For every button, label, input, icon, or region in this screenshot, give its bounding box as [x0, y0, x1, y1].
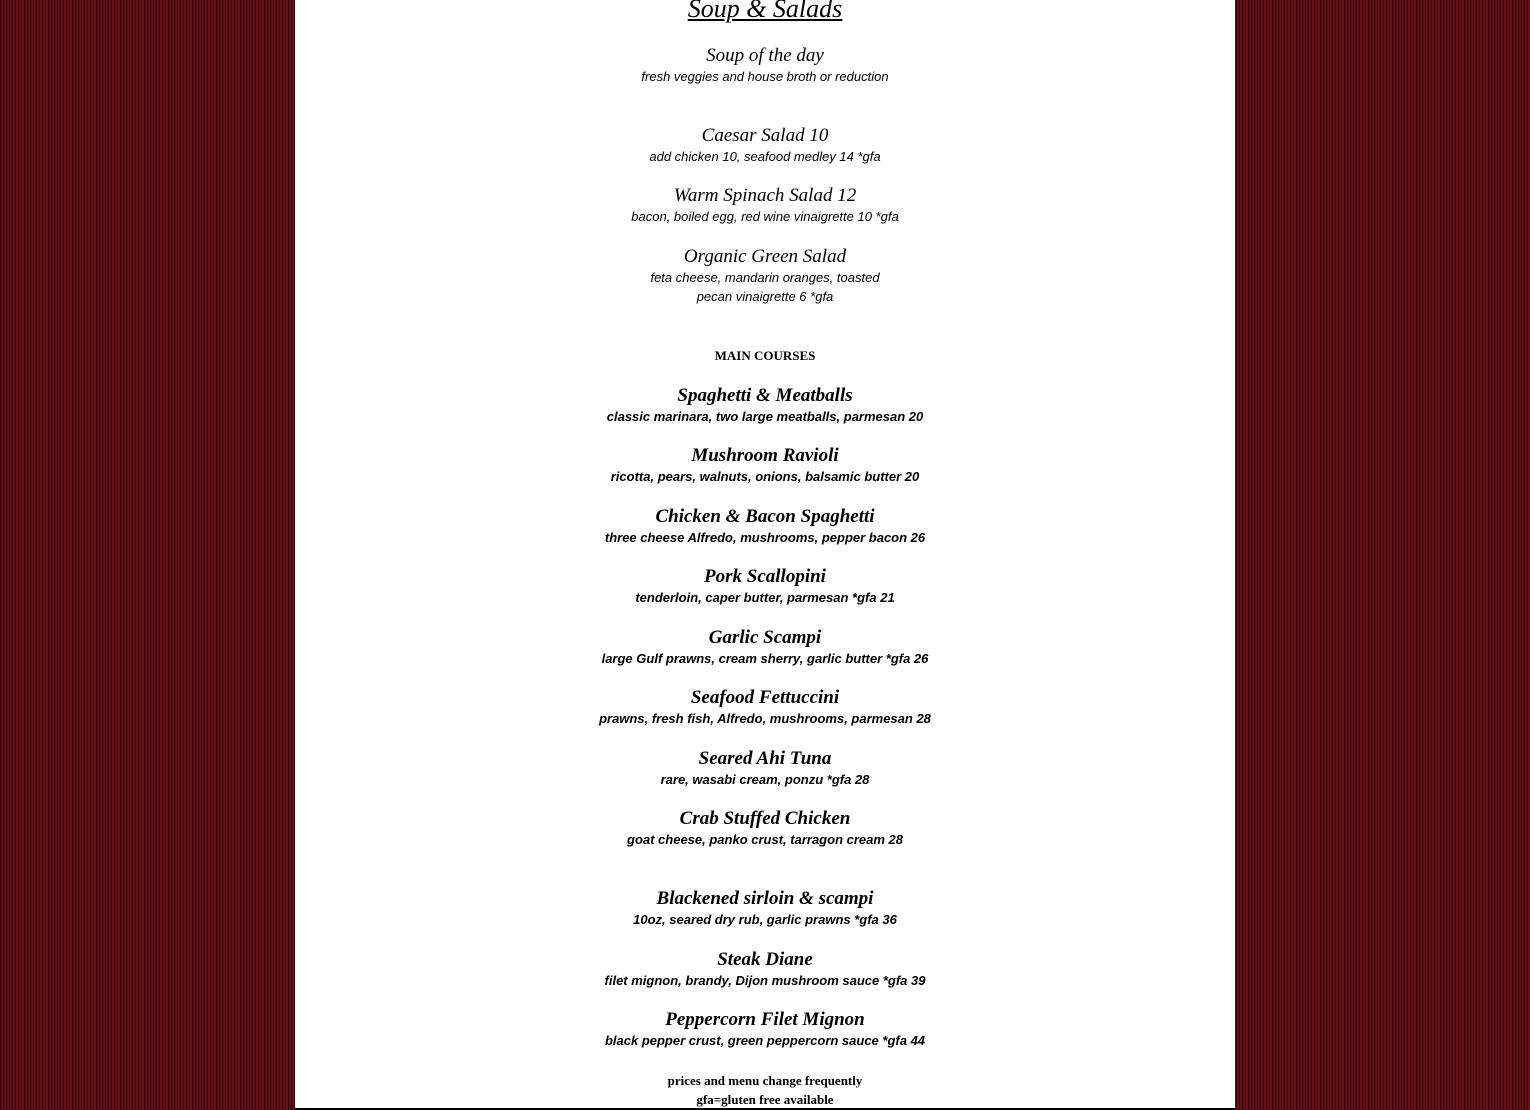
item-description: black pepper crust, green peppercorn sauce *gfa 44: [604, 1033, 926, 1048]
item-name: Soup of the day: [706, 45, 824, 66]
soup-item: [295, 45, 1235, 86]
item-description: add chicken 10, seafood medley 14 *gfa: [649, 149, 881, 164]
menu-item: [295, 748, 1235, 789]
item-description: large Gulf prawns, cream sherry, garlic butter *gfa 26: [601, 651, 929, 666]
item-description: three cheese Alfredo, mushrooms, pepper bacon 26: [604, 530, 926, 545]
item-name: Garlic Scampi: [708, 627, 822, 648]
menu-page: [295, 0, 1235, 1110]
item-description: bacon, boiled egg, red wine vinaigrette 10 *gfa: [631, 209, 899, 224]
item-name: Chicken & Bacon Spaghetti: [655, 506, 875, 527]
menu-item: [295, 385, 1235, 426]
item-description: ricotta, pears, walnuts, onions, balsamic butter 20: [610, 469, 920, 484]
menu-item: [295, 808, 1235, 849]
item-name: Spaghetti & Meatballs: [677, 385, 853, 406]
item-description: 10oz, seared dry rub, garlic prawns *gfa 36: [633, 912, 897, 927]
gfa-note: gfa=gluten free available: [696, 1092, 834, 1107]
menu-item: [295, 949, 1235, 990]
item-name: Seared Ahi Tuna: [698, 748, 832, 769]
item-description: fresh veggies and house broth or reduction: [641, 69, 889, 84]
soup-salads-title: Soup & Salads: [687, 0, 843, 23]
item-description: classic marinara, two large meatballs, parmesan 20: [606, 409, 924, 424]
item-description: rare, wasabi cream, ponzu *gfa 28: [660, 772, 870, 787]
menu-item: [295, 445, 1235, 486]
item-description: prawns, fresh fish, Alfredo, mushrooms, parmesan 28: [599, 711, 931, 726]
price-change-note: prices and menu change frequently: [667, 1073, 863, 1088]
spinach-salad-item: [295, 185, 1235, 226]
item-name: Peppercorn Filet Mignon: [665, 1009, 865, 1030]
item-name: Organic Green Salad: [683, 246, 847, 267]
item-name: Warm Spinach Salad 12: [673, 185, 857, 206]
item-name: Mushroom Ravioli: [691, 445, 839, 466]
main-courses-heading: MAIN COURSES: [714, 348, 816, 363]
item-name: Seafood Fettuccini: [690, 687, 840, 708]
item-name: Crab Stuffed Chicken: [679, 808, 851, 829]
item-description: filet mignon, brandy, Dijon mushroom sauce *gfa 39: [604, 973, 926, 988]
caesar-salad-item: [295, 125, 1235, 166]
green-salad-item: [295, 246, 1235, 306]
menu-footer: [295, 1071, 1235, 1109]
item-name: Blackened sirloin & scampi: [656, 888, 874, 909]
menu-item: [295, 566, 1235, 607]
item-description: tenderloin, caper butter, parmesan *gfa 21: [635, 590, 895, 605]
menu-item: [295, 1009, 1235, 1050]
item-description: goat cheese, panko crust, tarragon cream 28: [627, 832, 903, 847]
menu-item: [295, 687, 1235, 728]
menu-item: [295, 627, 1235, 668]
item-name: Steak Diane: [717, 949, 813, 970]
item-name: Caesar Salad 10: [701, 125, 829, 146]
item-name: Pork Scallopini: [704, 566, 826, 587]
item-description-line2: pecan vinaigrette 6 *gfa: [696, 289, 834, 304]
menu-item: [295, 888, 1235, 929]
item-description: feta cheese, mandarin oranges, toasted: [650, 270, 880, 285]
menu-item: [295, 506, 1235, 547]
